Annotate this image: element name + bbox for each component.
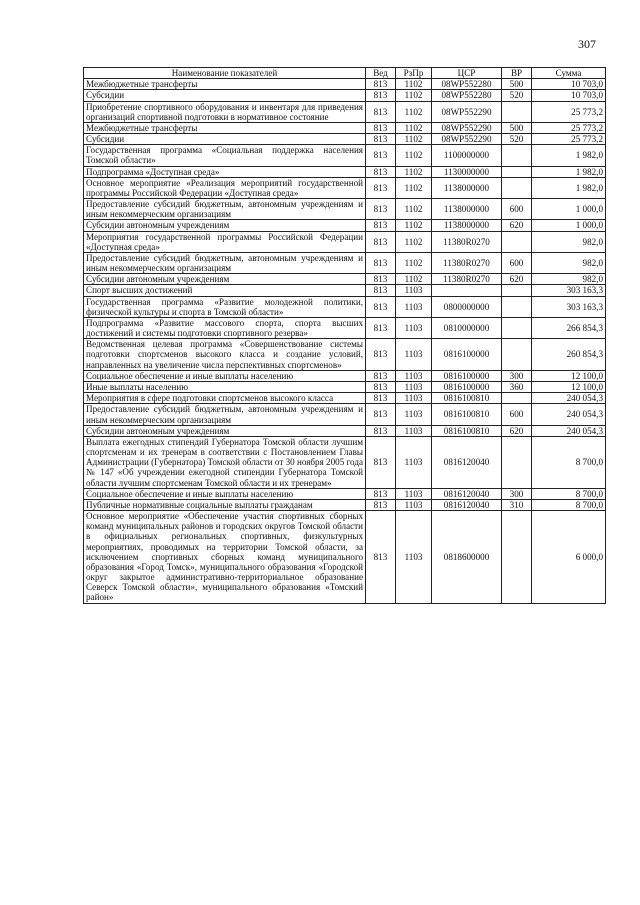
cell-sum: 12 100,0: [532, 370, 606, 381]
cell-csr: 08WP552280: [432, 90, 502, 101]
table-header-row: [84, 68, 606, 79]
cell-vr: 360: [502, 381, 532, 392]
cell-csr: 1138000000: [432, 199, 502, 220]
cell-vr: [502, 317, 532, 338]
cell-name: Субсидии: [84, 134, 366, 145]
table-row: [84, 220, 606, 231]
cell-csr: 0816100000: [432, 381, 502, 392]
table-row: [84, 90, 606, 101]
cell-rzpr: 1102: [396, 101, 432, 122]
cell-name: Субсидии: [84, 90, 366, 101]
cell-rzpr: 1102: [396, 145, 432, 166]
cell-name: Мероприятия в сфере подготовки спортсменов высокого класса: [84, 393, 366, 404]
cell-name: Публичные нормативные социальные выплаты гражданам: [84, 499, 366, 510]
cell-csr: 08WP552280: [432, 79, 502, 90]
cell-sum: 25 773,2: [532, 101, 606, 122]
header-ved: Вед: [366, 68, 396, 79]
cell-vr: 600: [502, 199, 532, 220]
cell-rzpr: 1103: [396, 370, 432, 381]
cell-ved: 813: [366, 252, 396, 273]
cell-ved: 813: [366, 134, 396, 145]
cell-csr: [432, 285, 502, 296]
cell-sum: 982,0: [532, 231, 606, 252]
cell-rzpr: 1103: [396, 296, 432, 317]
cell-ved: 813: [366, 381, 396, 392]
cell-name: Социальное обеспечение и иные выплаты населению: [84, 370, 366, 381]
cell-vr: [502, 436, 532, 488]
cell-vr: [502, 511, 532, 604]
cell-rzpr: 1102: [396, 231, 432, 252]
cell-ved: 813: [366, 220, 396, 231]
header-csr: ЦСР: [432, 68, 502, 79]
cell-ved: 813: [366, 339, 396, 371]
cell-ved: 813: [366, 231, 396, 252]
cell-rzpr: 1102: [396, 166, 432, 177]
cell-sum: 1 982,0: [532, 166, 606, 177]
cell-vr: [502, 231, 532, 252]
cell-rzpr: 1103: [396, 511, 432, 604]
cell-vr: 520: [502, 134, 532, 145]
cell-sum: 303 163,3: [532, 285, 606, 296]
cell-rzpr: 1103: [396, 425, 432, 436]
table-row: [84, 393, 606, 404]
cell-sum: 10 703,0: [532, 79, 606, 90]
cell-ved: 813: [366, 499, 396, 510]
header-rzpr: РзПр: [396, 68, 432, 79]
cell-name: Субсидии автономным учреждениям: [84, 220, 366, 231]
cell-csr: 0816100810: [432, 404, 502, 425]
cell-vr: [502, 296, 532, 317]
cell-csr: 0816100810: [432, 393, 502, 404]
cell-name: Мероприятия государственной программы Российской Федерации «Доступная среда»: [84, 231, 366, 252]
cell-rzpr: 1103: [396, 317, 432, 338]
cell-csr: 0816120040: [432, 488, 502, 499]
cell-vr: 520: [502, 90, 532, 101]
cell-vr: [502, 285, 532, 296]
cell-csr: 0816120040: [432, 436, 502, 488]
cell-name: Приобретение спортивного оборудования и инвентаря для приведения организаций спортивной подготовки в нормативное состояние: [84, 101, 366, 122]
cell-csr: 0818600000: [432, 511, 502, 604]
table-row: [84, 404, 606, 425]
cell-ved: 813: [366, 425, 396, 436]
cell-sum: 1 982,0: [532, 145, 606, 166]
cell-rzpr: 1103: [396, 404, 432, 425]
cell-ved: 813: [366, 101, 396, 122]
cell-vr: [502, 339, 532, 371]
table-row: [84, 511, 606, 604]
cell-rzpr: 1102: [396, 134, 432, 145]
cell-rzpr: 1103: [396, 499, 432, 510]
cell-name: Подпрограмма «Доступная среда»: [84, 166, 366, 177]
cell-rzpr: 1103: [396, 393, 432, 404]
table-row: [84, 425, 606, 436]
cell-vr: 600: [502, 252, 532, 273]
cell-name: Межбюджетные трансферты: [84, 122, 366, 133]
cell-name: Социальное обеспечение и иные выплаты населению: [84, 488, 366, 499]
header-name: Наименование показателей: [84, 68, 366, 79]
table-row: [84, 145, 606, 166]
cell-name: Предоставление субсидий бюджетным, автономным учреждениям и иным некоммерческим организациям: [84, 252, 366, 273]
cell-sum: 240 054,3: [532, 425, 606, 436]
cell-csr: 1100000000: [432, 145, 502, 166]
cell-csr: 11380R0270: [432, 252, 502, 273]
cell-csr: 1138000000: [432, 177, 502, 198]
cell-vr: 500: [502, 79, 532, 90]
cell-name: Иные выплаты населению: [84, 381, 366, 392]
cell-name: Государственная программа «Развитие молодежной политики, физической культуры и спорта в Томской области»: [84, 296, 366, 317]
cell-name: Основное мероприятие «Реализация мероприятий государственной программы Российской Федерации «Доступная среда»: [84, 177, 366, 198]
cell-sum: 10 703,0: [532, 90, 606, 101]
cell-csr: 0816100000: [432, 339, 502, 371]
table-row: [84, 122, 606, 133]
cell-sum: 1 000,0: [532, 199, 606, 220]
table-row: [84, 231, 606, 252]
table-row: [84, 252, 606, 273]
cell-ved: 813: [366, 90, 396, 101]
cell-rzpr: 1102: [396, 199, 432, 220]
cell-sum: 8 700,0: [532, 436, 606, 488]
cell-vr: [502, 177, 532, 198]
cell-rzpr: 1103: [396, 381, 432, 392]
cell-sum: 1 982,0: [532, 177, 606, 198]
table-row: [84, 101, 606, 122]
cell-csr: 11380R0270: [432, 274, 502, 285]
cell-csr: 08WP552290: [432, 101, 502, 122]
table-row: [84, 339, 606, 371]
cell-csr: 11380R0270: [432, 231, 502, 252]
cell-rzpr: 1102: [396, 79, 432, 90]
cell-ved: 813: [366, 166, 396, 177]
cell-vr: [502, 145, 532, 166]
cell-ved: 813: [366, 370, 396, 381]
cell-sum: 240 054,3: [532, 404, 606, 425]
cell-vr: 620: [502, 274, 532, 285]
cell-ved: 813: [366, 393, 396, 404]
cell-rzpr: 1103: [396, 436, 432, 488]
cell-sum: 25 773,2: [532, 134, 606, 145]
cell-vr: 620: [502, 220, 532, 231]
page-number: 307: [578, 37, 596, 51]
cell-name: Субсидии автономным учреждениям: [84, 425, 366, 436]
cell-vr: 300: [502, 370, 532, 381]
cell-csr: 08WP552290: [432, 134, 502, 145]
table-row: [84, 177, 606, 198]
cell-csr: 0816100000: [432, 370, 502, 381]
cell-ved: 813: [366, 285, 396, 296]
cell-vr: 500: [502, 122, 532, 133]
cell-name: Подпрограмма «Развитие массового спорта, спорта высших достижений и системы подготовки спортивного резерва»: [84, 317, 366, 338]
cell-name: Субсидии автономным учреждениям: [84, 274, 366, 285]
cell-sum: 1 000,0: [532, 220, 606, 231]
cell-csr: 0800000000: [432, 296, 502, 317]
cell-ved: 813: [366, 79, 396, 90]
cell-sum: 8 700,0: [532, 488, 606, 499]
cell-sum: 982,0: [532, 274, 606, 285]
cell-csr: 1138000000: [432, 220, 502, 231]
cell-rzpr: 1102: [396, 90, 432, 101]
cell-ved: 813: [366, 177, 396, 198]
cell-name: Выплата ежегодных стипендий Губернатора Томской области лучшим спортсменам и их тренерам в соответствии с Постановлением Главы Администрации (Губернатора) Томской области от 30 ноября 2005 года № 147 «Об учреждении ежегодной стипендии Губернатора Томской области лучшим спортсменам Томской области и их тренерам»: [84, 436, 366, 488]
cell-ved: 813: [366, 145, 396, 166]
table-row: [84, 436, 606, 488]
cell-vr: 600: [502, 404, 532, 425]
table-row: [84, 488, 606, 499]
cell-rzpr: 1102: [396, 252, 432, 273]
cell-sum: 12 100,0: [532, 381, 606, 392]
cell-sum: 982,0: [532, 252, 606, 273]
cell-ved: 813: [366, 274, 396, 285]
cell-csr: 0816120040: [432, 499, 502, 510]
cell-vr: [502, 101, 532, 122]
cell-sum: 303 163,3: [532, 296, 606, 317]
cell-ved: 813: [366, 436, 396, 488]
cell-vr: 310: [502, 499, 532, 510]
cell-rzpr: 1103: [396, 488, 432, 499]
cell-rzpr: 1102: [396, 177, 432, 198]
cell-sum: 25 773,2: [532, 122, 606, 133]
cell-vr: 620: [502, 425, 532, 436]
table-row: [84, 274, 606, 285]
table-row: [84, 499, 606, 510]
cell-ved: 813: [366, 296, 396, 317]
cell-sum: 6 000,0: [532, 511, 606, 604]
cell-name: Межбюджетные трансферты: [84, 79, 366, 90]
budget-table: [83, 67, 606, 604]
cell-vr: [502, 393, 532, 404]
table-row: [84, 134, 606, 145]
cell-rzpr: 1102: [396, 220, 432, 231]
cell-name: Спорт высших достижений: [84, 285, 366, 296]
cell-ved: 813: [366, 199, 396, 220]
header-sum: Сумма: [532, 68, 606, 79]
table-row: [84, 199, 606, 220]
cell-ved: 813: [366, 122, 396, 133]
table-row: [84, 285, 606, 296]
cell-rzpr: 1102: [396, 122, 432, 133]
cell-rzpr: 1103: [396, 339, 432, 371]
cell-csr: 0816100810: [432, 425, 502, 436]
table-row: [84, 166, 606, 177]
cell-name: Государственная программа «Социальная поддержка населения Томской области»: [84, 145, 366, 166]
cell-name: Предоставление субсидий бюджетным, автономным учреждениям и иным некоммерческим организациям: [84, 199, 366, 220]
header-vr: ВР: [502, 68, 532, 79]
cell-rzpr: 1102: [396, 274, 432, 285]
cell-ved: 813: [366, 488, 396, 499]
cell-rzpr: 1103: [396, 285, 432, 296]
cell-sum: 8 700,0: [532, 499, 606, 510]
cell-name: Предоставление субсидий бюджетным, автономным учреждениям и иным некоммерческим организациям: [84, 404, 366, 425]
table-row: [84, 296, 606, 317]
cell-ved: 813: [366, 404, 396, 425]
cell-vr: 300: [502, 488, 532, 499]
cell-ved: 813: [366, 317, 396, 338]
cell-csr: 08WP552290: [432, 122, 502, 133]
cell-vr: [502, 166, 532, 177]
cell-ved: 813: [366, 511, 396, 604]
cell-name: Основное мероприятие «Обеспечение участия спортивных сборных команд муниципальных районов и городских округов Томской области в официальных региональных спортивных, физкультурных мероприятиях, проводимых на территории Томской области, за исключением спортивных сборных команд муниципального образования «Город Томск», муниципального образования «Городской округ закрытое административно-территориальное образование Северск Томской области», муниципального образования «Томский район»: [84, 511, 366, 604]
cell-csr: 1130000000: [432, 166, 502, 177]
table-row: [84, 79, 606, 90]
cell-name: Ведомственная целевая программа «Совершенствование системы подготовки спортсменов высокого класса и создание условий, направленных на увеличение числа перспективных спортсменов»: [84, 339, 366, 371]
cell-sum: 266 854,3: [532, 317, 606, 338]
table-row: [84, 370, 606, 381]
table-row: [84, 317, 606, 338]
cell-sum: 260 854,3: [532, 339, 606, 371]
cell-sum: 240 054,3: [532, 393, 606, 404]
cell-csr: 0810000000: [432, 317, 502, 338]
table-row: [84, 381, 606, 392]
